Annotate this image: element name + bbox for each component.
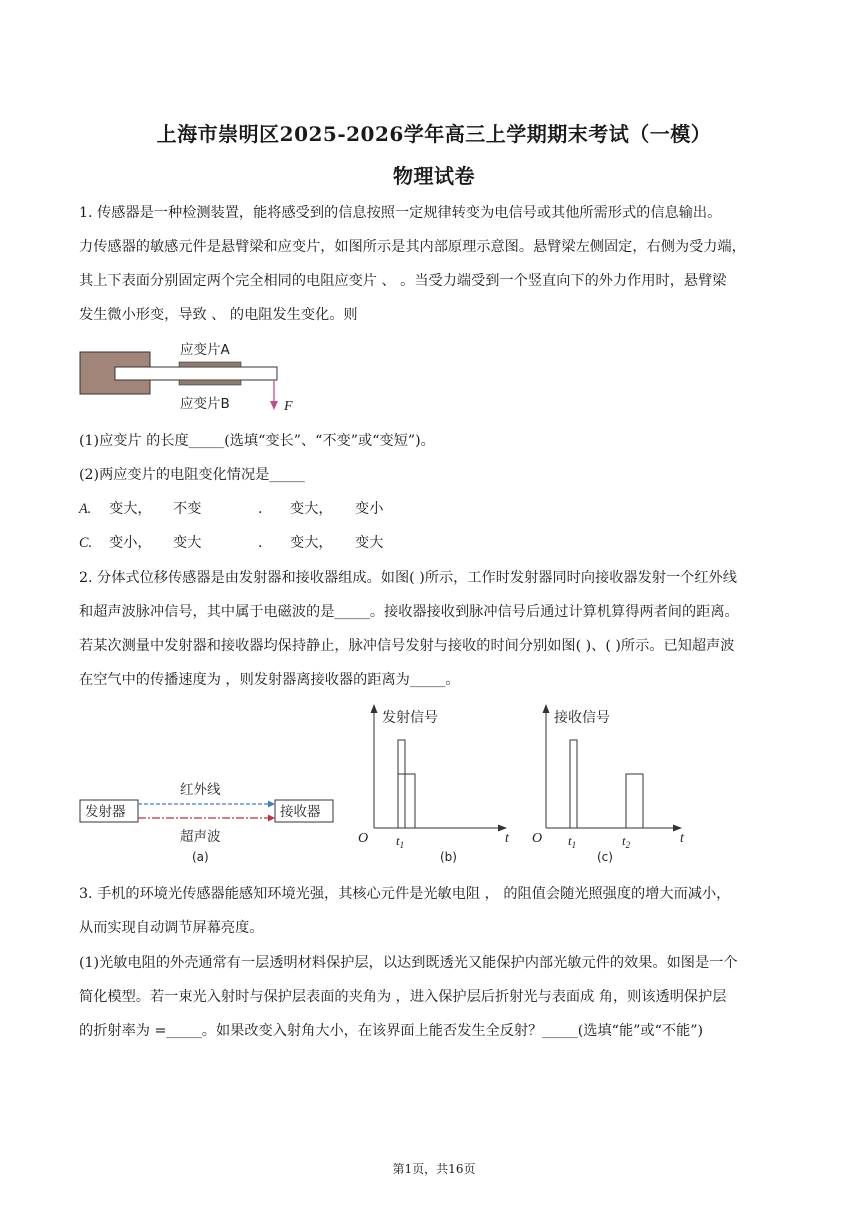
q3-line-2: 从而实现自动调节屏幕亮度。 (79, 920, 264, 936)
option-b-dot: . (258, 501, 263, 517)
q2-line-4: 在空气中的传播速度为 ，则发射器离接收器的距离为_____。 (79, 672, 460, 688)
strain-gauge-b-label: 应变片B (180, 396, 230, 412)
c-pulse-short (626, 774, 643, 828)
q1-line-2: 力传感器的敏感元件是悬臂梁和应变片，如图所示是其内部原理示意图。悬臂梁左侧固定，右侧为受力端， (79, 239, 746, 255)
exam-subtitle: 物理试卷 (393, 164, 475, 188)
option-b-text-2: 变小 (355, 501, 384, 517)
figure-c (532, 704, 685, 864)
q2-line-3: 若某次测量中发射器和接收器均保持静止，脉冲信号发射与接收的时间分别如图( )、( )所示。已知超声波 (79, 638, 735, 654)
force-arrow-head (270, 401, 278, 410)
page-footer: 第1页，共16页 (392, 1162, 476, 1176)
q3-line-3: (1)光敏电阻的外壳通常有一层透明材料保护层，以达到既透光又能保护内部光敏元件的效果。如图是一个 (79, 955, 738, 971)
q2-line-1: 2. 分体式位移传感器是由发射器和接收器组成。如图( )所示，工作时发射器同时向接收器发射一个红外线 (79, 570, 737, 586)
option-a-letter: A. (79, 501, 92, 517)
option-d-dot: . (258, 535, 263, 551)
strain-gauge-b (179, 380, 241, 385)
option-c-letter: C. (79, 535, 93, 551)
c-y-arrow (543, 704, 550, 713)
q1-line-1: 1. 传感器是一种检测装置，能将感受到的信息按照一定规律转变为电信号或其他所需形式的信息输出。 (79, 205, 722, 221)
ultrasonic-label: 超声波 (180, 829, 221, 845)
emitter-label: 发射器 (85, 804, 126, 820)
c-t1: $t_1$ (568, 833, 577, 850)
b-pulse-short (398, 774, 415, 828)
strain-gauge-a (179, 362, 241, 367)
b-pulse-tall (398, 740, 405, 828)
c-t2: $t_2$ (622, 833, 631, 850)
q1-line-4: 发生微小形变，导致 、 的电阻发生变化。则 (79, 307, 358, 323)
b-title: 发射信号 (382, 710, 438, 726)
option-a-text-1: 变大， (109, 501, 152, 517)
c-t-axis: t (680, 831, 684, 846)
b-origin: O (358, 831, 369, 846)
cantilever-beam (115, 367, 277, 380)
q3-line-4: 简化模型。若一束光入射时与保护层表面的夹角为 ，进入保护层后折射光与表面成 角，则该透明保护层 (79, 989, 727, 1005)
q1-sub-1: (1)应变片 的长度_____(选填“变长”、“不变”或“变短”)。 (79, 433, 435, 449)
b-y-arrow (371, 704, 378, 713)
caption-c: (c) (597, 850, 613, 864)
option-b-text-1: 变大， (290, 501, 333, 517)
receiver-label: 接收器 (280, 804, 321, 820)
q1-sub-2: (2)两应变片的电阻变化情况是_____ (79, 467, 305, 483)
infrared-arrow-head (268, 801, 275, 808)
b-t-axis: t (505, 831, 509, 846)
caption-b: (b) (440, 850, 457, 864)
ultrasonic-arrow-head (268, 815, 275, 822)
figure-a (80, 781, 333, 864)
option-d-text-1: 变大， (290, 535, 333, 551)
infrared-label: 红外线 (180, 782, 221, 798)
force-label: F (284, 399, 293, 414)
q2-line-2: 和超声波脉冲信号，其中属于电磁波的是_____。接收器接收到脉冲信号后通过计算机算得两者间的距离。 (79, 604, 739, 620)
cantilever-figure (79, 338, 319, 418)
option-c-text-2: 变大 (173, 535, 202, 551)
strain-gauge-a-label: 应变片A (180, 342, 230, 358)
c-origin: O (532, 831, 543, 846)
q3-line-1: 3. 手机的环境光传感器能感知环境光强，其核心元件是光敏电阻 ， 的阻值会随光照强度的增大而减小， (79, 886, 731, 902)
option-a-text-2: 不变 (173, 501, 202, 517)
displacement-sensor-figure (76, 700, 696, 870)
q1-line-3: 其上下表面分别固定两个完全相同的电阻应变片 、 。当受力端受到一个竖直向下的外力作用时，悬臂梁 (79, 273, 727, 289)
c-title: 接收信号 (554, 710, 610, 726)
option-c-text-1: 变小， (109, 535, 152, 551)
exam-title: 上海市崇明区2025-2026学年高三上学期期末考试（一模） (156, 122, 712, 146)
option-d-text-2: 变大 (355, 535, 384, 551)
figure-b (358, 704, 510, 864)
c-pulse-tall (570, 740, 577, 828)
caption-a: (a) (192, 850, 209, 864)
q3-line-5: 的折射率为 =_____。如果改变入射角大小，在该界面上能否发生全反射？_____(选填“能”或“不能”) (79, 1023, 703, 1039)
b-t1: $t_1$ (396, 833, 405, 850)
